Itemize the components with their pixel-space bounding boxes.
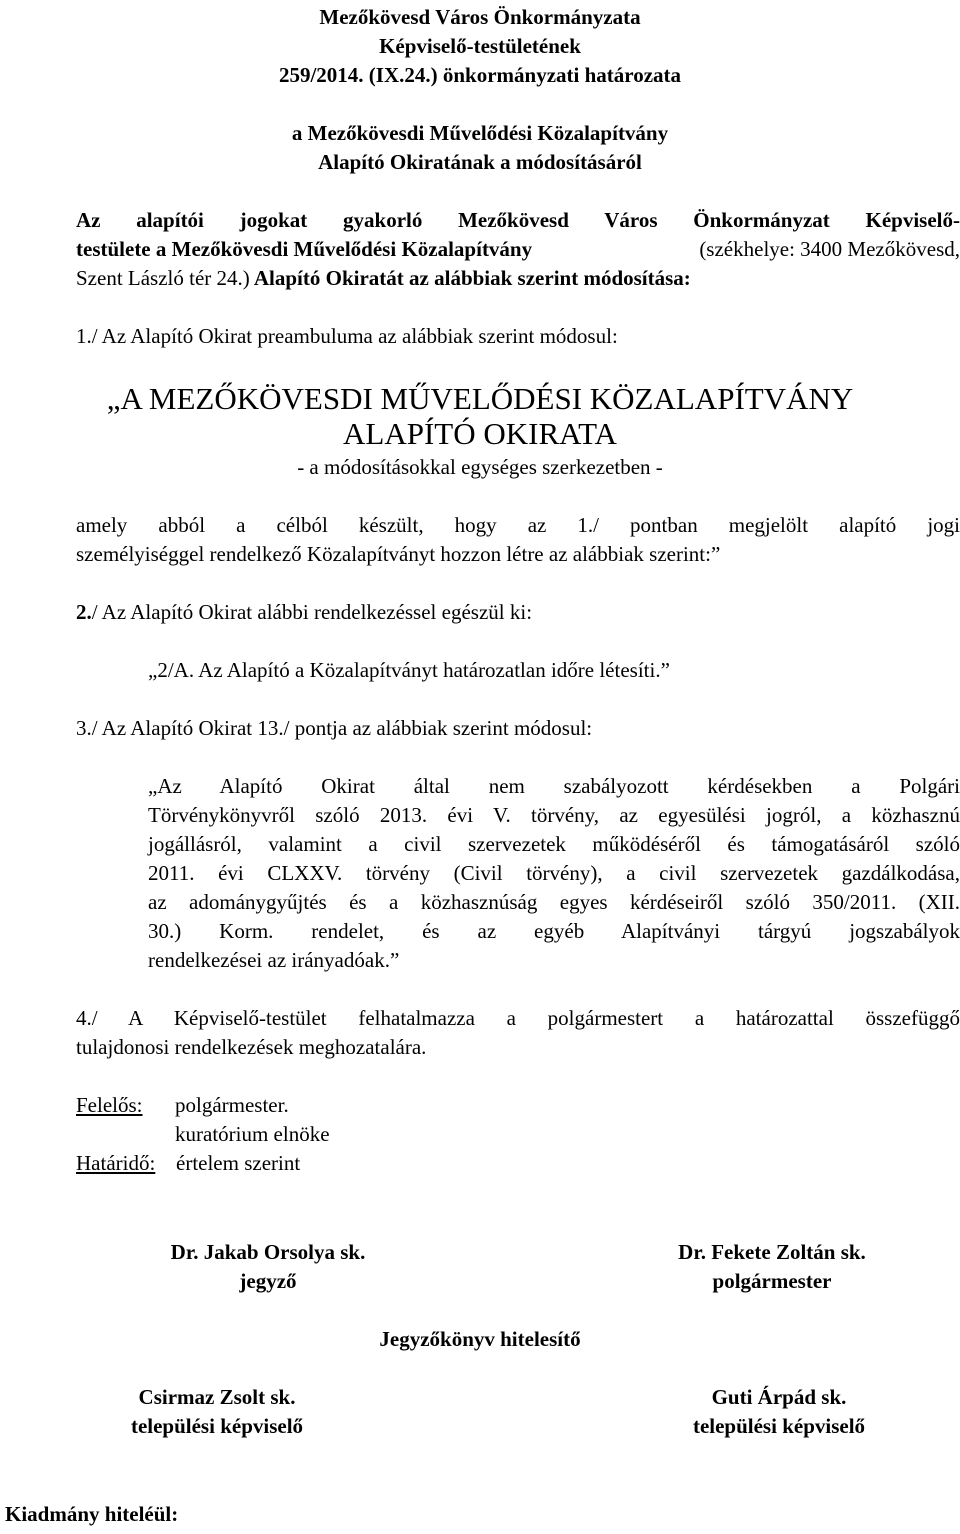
certifier-1-name: Csirmaz Zsolt sk. — [138, 1385, 296, 1409]
header-body: Képviselő-testületének — [379, 34, 581, 58]
minutes-certifier-heading: Jegyzőkönyv hitelesítő — [379, 1327, 581, 1351]
intro-line-3-normal: Szent László tér 24.) — [76, 266, 250, 290]
signature-mayor-name: Dr. Fekete Zoltán sk. — [678, 1240, 866, 1264]
signature-mayor-title: polgármester — [712, 1269, 832, 1293]
point-3-quote-7: rendelkezései az irányadóak.” — [148, 948, 400, 972]
signature-notary-name: Dr. Jakab Orsolya sk. — [170, 1240, 366, 1264]
point-4-line-1: 4./ A Képviselő-testület felhatalmazza a polgármestert a határozattal összefüggő — [76, 1006, 960, 1030]
point-3-text: 3./ Az Alapító Okirat 13./ pontja az alábbiak szerint módosul: — [76, 716, 593, 740]
charter-subtitle: - a módosításokkal egységes szerkezetben - — [297, 455, 663, 479]
intro-line-1: Az alapítói jogokat gyakorló Mezőkövesd Város Önkormányzat Képviselő- — [76, 208, 960, 232]
header-municipality: Mezőkövesd Város Önkormányzata — [319, 5, 641, 29]
subject-line-1: a Mezőkövesdi Művelődési Közalapítvány — [291, 121, 669, 145]
subject-line-2: Alapító Okiratának a módosításáról — [318, 150, 642, 174]
intro-line-2-bold: testülete a Mezőkövesdi Művelődési Közalapítvány — [76, 237, 533, 261]
deadline-value: értelem szerint — [176, 1151, 301, 1175]
point-2-quote: „2/A. Az Alapító a Közalapítványt határozatlan időre létesíti.” — [148, 658, 670, 682]
point-3-quote-5: az adománygyűjtés és a közhasznúság egyes kérdéseiről szóló 350/2011. (XII. — [148, 890, 960, 914]
intro-line-2 — [76, 235, 960, 264]
point-3-quote-6: 30.) Korm. rendelet, és az egyéb Alapítványi tárgyú jogszabályok — [148, 919, 960, 943]
deadline-label: Határidő: — [76, 1151, 156, 1175]
point-3-quote-1: „Az Alapító Okirat által nem szabályozott kérdésekben a Polgári — [148, 774, 960, 798]
resolution-number: 259/2014. (IX.24.) önkormányzati határozata — [278, 63, 682, 87]
charter-title-1: „A MEZŐKÖVESDI MŰVELŐDÉSI KÖZALAPÍTVÁNY — [106, 381, 854, 416]
point-2-number: 2. — [76, 600, 92, 624]
intro-line-3-bold: Alapító Okiratát az alábbiak szerint módosítása: — [249, 266, 691, 290]
copy-certification-label: Kiadmány hiteléül: — [5, 1502, 179, 1526]
point-1-text: 1./ Az Alapító Okirat preambuluma az alábbiak szerint módosul: — [76, 324, 618, 348]
responsible-label: Felelős: — [76, 1093, 143, 1117]
point-3-quote-3: jogállásról, valamint a civil szervezetek működéséről és támogatásáról szóló — [148, 832, 960, 856]
point-2-body: / Az Alapító Okirat alábbi rendelkezéssel egészül ki: — [91, 600, 533, 624]
responsible-value-2: kuratórium elnöke — [175, 1122, 330, 1146]
signature-notary-title: jegyző — [239, 1269, 297, 1293]
certifier-1-title: települési képviselő — [130, 1414, 304, 1438]
point-4-line-2: tulajdonosi rendelkezések meghozatalára. — [76, 1035, 427, 1059]
certifier-2-title: települési képviselő — [692, 1414, 866, 1438]
point-3-quote-2: Törvénykönyvről szóló 2013. évi V. törvény, az egyesülési jogról, a közhasznú — [148, 803, 960, 827]
charter-body-1: amely abból a célból készült, hogy az 1./ pontban megjelölt alapító jogi — [76, 513, 960, 537]
certifier-2-name: Guti Árpád sk. — [711, 1385, 847, 1409]
responsible-value-1: polgármester. — [175, 1093, 289, 1117]
point-3-quote-4: 2011. évi CLXXV. törvény (Civil törvény), a civil szervezetek gazdálkodása, — [148, 861, 960, 885]
intro-line-3 — [76, 264, 691, 293]
point-2-text — [76, 598, 532, 627]
charter-title-2: ALAPÍTÓ OKIRATA — [343, 416, 617, 451]
intro-line-2-normal: (székhelye: 3400 Mezőkövesd, — [699, 237, 960, 261]
charter-body-2: személyiséggel rendelkező Közalapítványt hozzon létre az alábbiak szerint:” — [76, 542, 721, 566]
